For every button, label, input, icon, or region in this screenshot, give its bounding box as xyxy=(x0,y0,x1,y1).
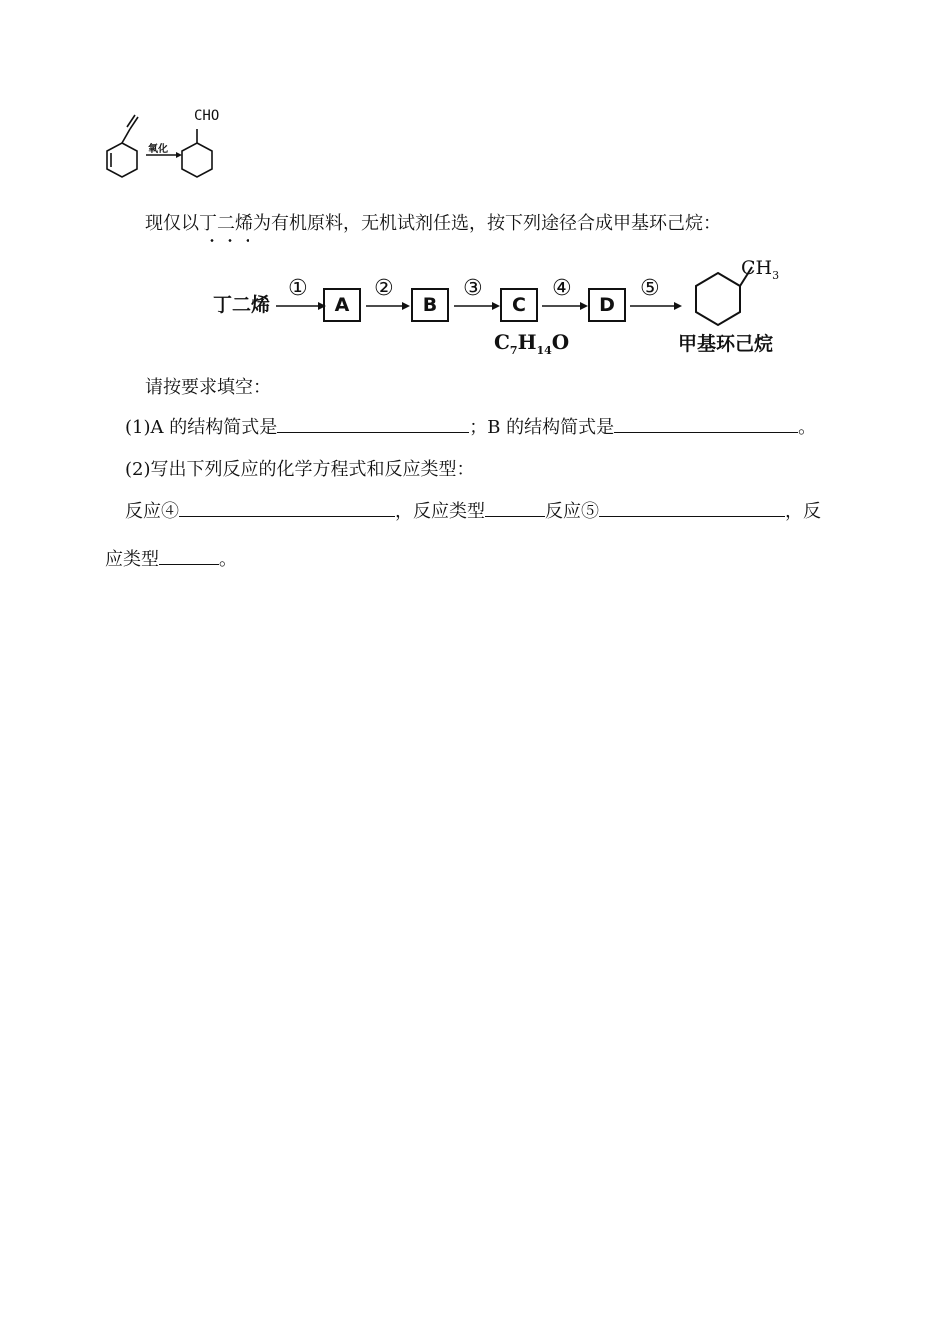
question-prompt: 请按要求填空： xyxy=(145,377,271,398)
q1-a-answer-blank[interactable] xyxy=(277,414,469,433)
question-1 xyxy=(125,414,816,440)
oxidation-label: 氧化 xyxy=(148,144,168,155)
intro-prefix: 现仅以 xyxy=(145,213,199,234)
formula-c xyxy=(494,330,569,363)
intermediate-c-box: C xyxy=(500,288,538,322)
vinylcyclohexene-structure xyxy=(107,115,138,177)
q1-end: 。 xyxy=(798,417,817,438)
product-name-label: 甲基环己烷 xyxy=(678,333,774,355)
formula-c-oxygen: O xyxy=(551,330,570,354)
q1-b-answer-blank[interactable] xyxy=(614,414,798,433)
reaction-5-equation-blank[interactable] xyxy=(599,498,785,517)
reaction-line-2 xyxy=(105,546,237,572)
intro-suffix: 为有机原料，无机试剂任选，按下列途径合成甲基环己烷： xyxy=(253,213,721,234)
formula-c-hydrogen-count: 14 xyxy=(536,344,552,357)
step-4-marker: ④ xyxy=(552,276,572,301)
cho-group-label: CHO xyxy=(194,108,220,124)
step-5-marker: ⑤ xyxy=(640,276,660,301)
question-2: (2)写出下列反应的化学方程式和反应类型： xyxy=(125,459,475,480)
intermediate-a-box: A xyxy=(323,288,361,322)
step-1-marker: ① xyxy=(288,276,308,301)
reaction-5-label: 反应⑤ xyxy=(545,501,599,522)
q1-b-text: ；B 的结构简式是 xyxy=(469,417,615,438)
step-2-marker: ② xyxy=(374,276,394,301)
formula-c-carbon-count: 7 xyxy=(509,344,518,357)
intro-text xyxy=(145,212,721,236)
reaction-line-1 xyxy=(125,498,821,524)
formula-c-hydrogen: H xyxy=(517,330,537,354)
reaction-5-type-label-start: ，反 xyxy=(785,501,821,522)
reaction-4-type-blank[interactable] xyxy=(485,498,545,517)
methyl-group-text: CH xyxy=(741,257,773,279)
q1-a-text: (1)A 的结构简式是 xyxy=(125,417,278,438)
reaction-4-label: 反应④ xyxy=(125,501,179,522)
intro-emphasis: 丁二烯 xyxy=(199,213,253,234)
methyl-group-count: 3 xyxy=(772,268,780,282)
intermediate-b-box: B xyxy=(411,288,449,322)
methyl-group-label xyxy=(741,256,779,288)
step-3-marker: ③ xyxy=(463,276,483,301)
cyclohexanecarbaldehyde-structure xyxy=(182,129,212,177)
reaction-5-type-blank[interactable] xyxy=(159,546,219,565)
reaction-4-equation-blank[interactable] xyxy=(179,498,395,517)
reaction-4-type-label: ，反应类型 xyxy=(395,501,485,522)
formula-c-carbon: C xyxy=(494,330,510,354)
reaction-line-2-end: 。 xyxy=(219,549,237,570)
route-start-label: 丁二烯 xyxy=(213,294,271,316)
intermediate-d-box: D xyxy=(588,288,626,322)
reaction-5-type-label-end: 应类型 xyxy=(105,549,159,570)
